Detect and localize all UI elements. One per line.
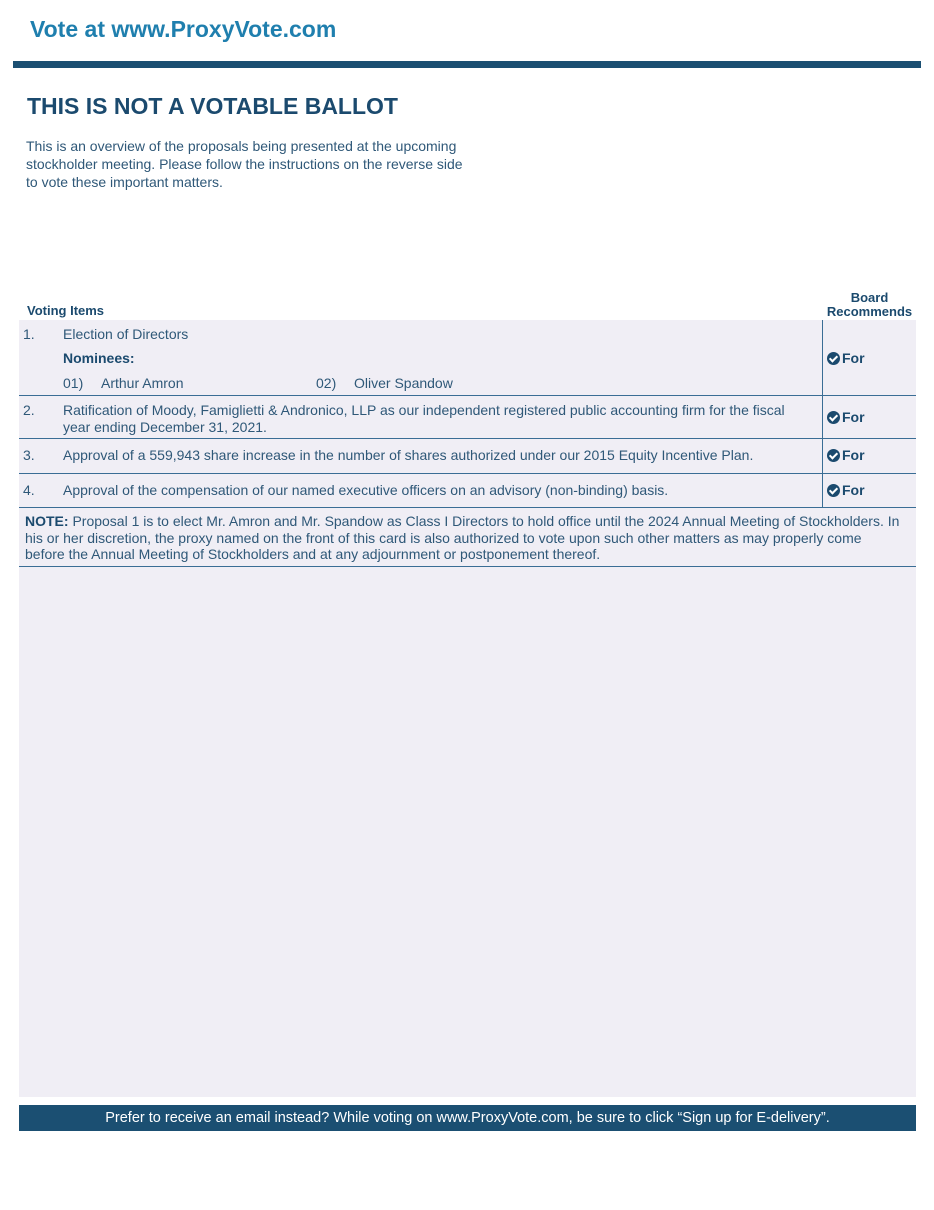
check-circle-icon	[827, 352, 840, 365]
nominee-name: Arthur Amron	[101, 375, 184, 391]
column-divider	[822, 474, 823, 507]
e-delivery-banner: Prefer to receive an email instead? While voting on www.ProxyVote.com, be sure to click “Sign up for E-delivery”.	[19, 1105, 916, 1131]
column-divider	[822, 320, 823, 395]
note-body: Proposal 1 is to elect Mr. Amron and Mr. Spandow as Class I Directors to hold office until the 2024 Annual Meeting of Stockholders. In his or her discretion, the proxy named on the front of this card is also authorized to vote upon such other matters as may properly come before the Annual Meeting of Stockholders and at any adjournment or postponement thereof.	[25, 513, 900, 562]
check-circle-icon	[827, 411, 840, 424]
nominee-number: 01)	[63, 375, 84, 391]
nominee-number: 02)	[316, 375, 337, 391]
item-number: 3.	[23, 447, 35, 463]
recommendation-label: For	[842, 350, 865, 366]
recommendation	[827, 350, 865, 366]
note-divider	[19, 566, 916, 567]
note-label: NOTE:	[25, 513, 69, 529]
board-header-line1: Board	[850, 290, 889, 305]
recommendation	[827, 447, 865, 463]
header-divider	[13, 61, 921, 68]
recommendation-label: For	[842, 482, 865, 498]
recommendation	[827, 409, 865, 425]
item-text: Approval of the compensation of our named executive officers on an advisory (non-binding) basis.	[63, 482, 669, 498]
column-divider	[822, 396, 823, 438]
item-number: 2.	[23, 402, 35, 418]
item-number: 1.	[23, 326, 35, 342]
note-text	[25, 513, 905, 563]
item-text: Ratification of Moody, Famiglietti & Andronico, LLP as our independent registered public accounting firm for the fiscal year ending December 31, 2021.	[63, 402, 785, 435]
nominee-name: Oliver Spandow	[354, 375, 453, 391]
voting-item-1	[19, 320, 916, 396]
proxyvote-link[interactable]: Vote at www.ProxyVote.com	[30, 16, 337, 42]
page-title: THIS IS NOT A VOTABLE BALLOT	[27, 93, 398, 119]
board-header-line2: Recommends	[826, 304, 913, 319]
intro-text: This is an overview of the proposals being presented at the upcoming stockholder meeting. Please follow the instructions on the reverse side to vote these important matters.	[26, 138, 463, 190]
voting-item-4	[19, 474, 916, 508]
item-number: 4.	[23, 482, 35, 498]
column-divider	[822, 439, 823, 473]
item-text: Approval of a 559,943 share increase in the number of shares authorized under our 2015 Equity Incentive Plan.	[63, 447, 754, 463]
voting-items-header: Voting Items	[27, 303, 105, 318]
recommendation-label: For	[842, 447, 865, 463]
voting-item-3	[19, 439, 916, 474]
nominees-label: Nominees:	[63, 350, 135, 366]
check-circle-icon	[827, 449, 840, 462]
recommendation	[827, 482, 865, 498]
voting-items-panel	[19, 320, 916, 1097]
check-circle-icon	[827, 484, 840, 497]
item-text: Election of Directors	[63, 326, 189, 342]
voting-item-2	[19, 396, 916, 439]
recommendation-label: For	[842, 409, 865, 425]
board-recommends-header	[822, 291, 917, 319]
